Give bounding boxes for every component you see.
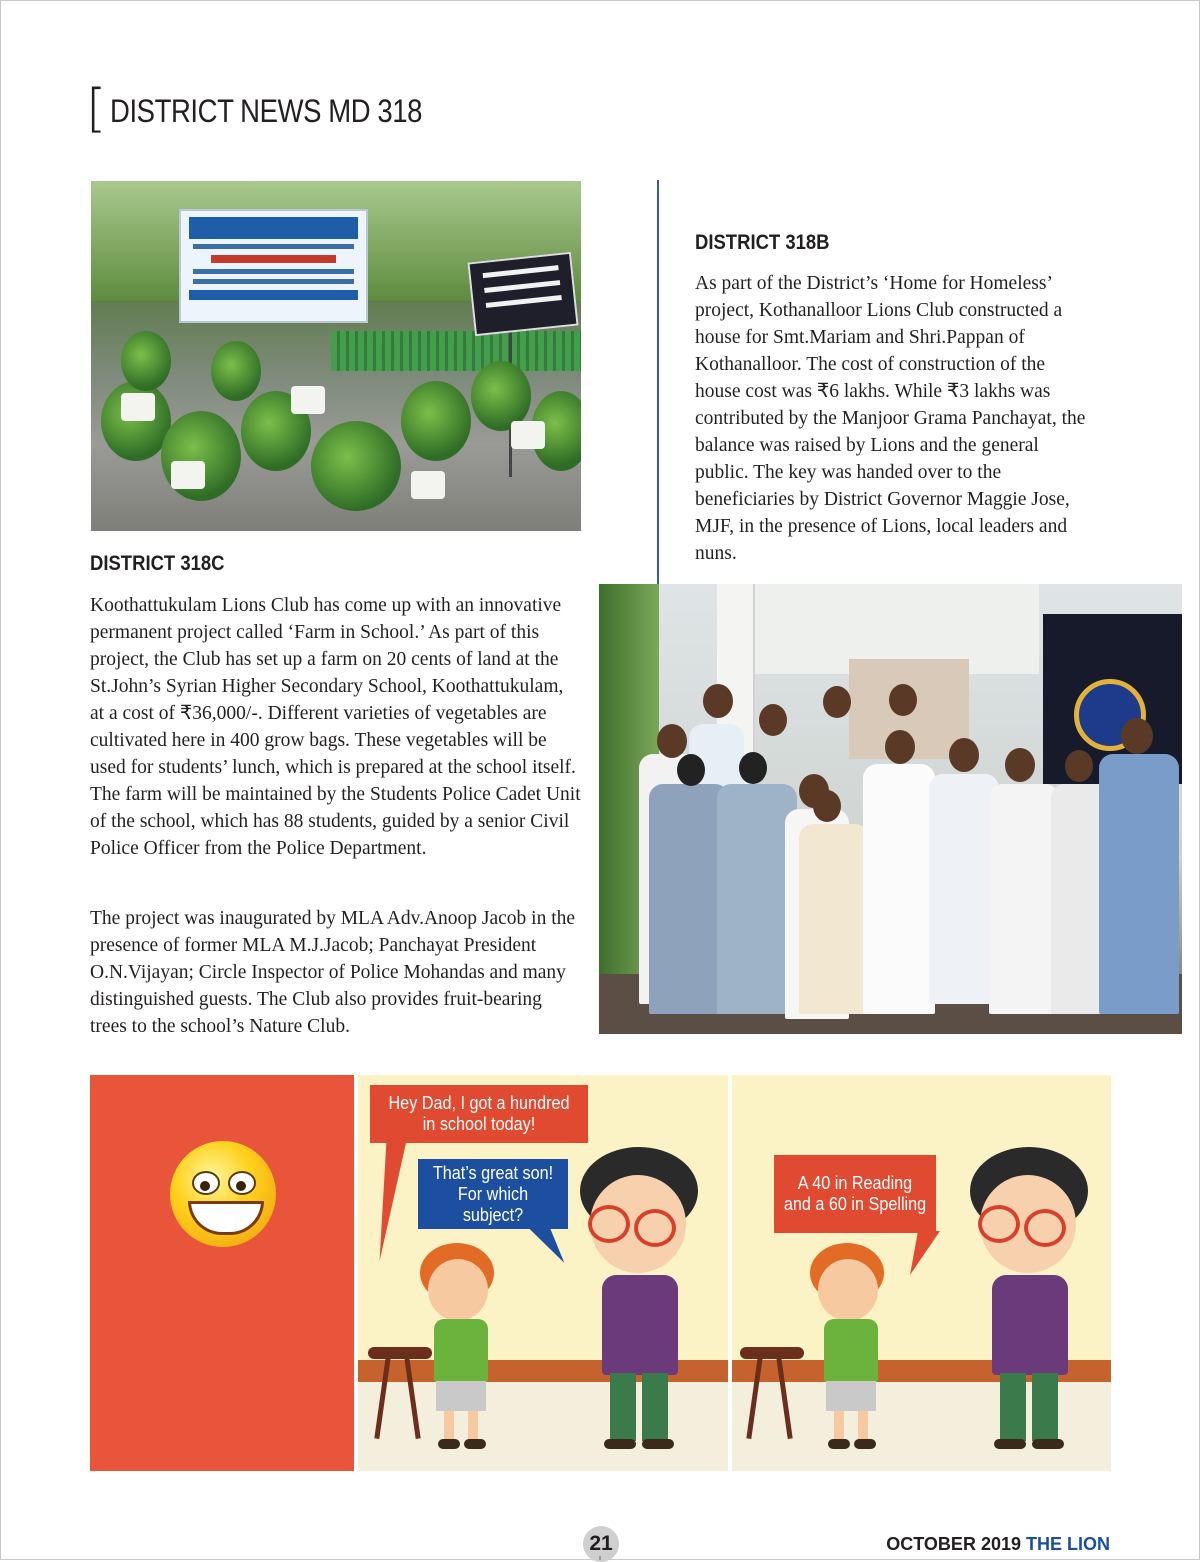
footer-magazine: THE LION <box>1026 1534 1110 1554</box>
cartoon-title-panel <box>90 1075 354 1471</box>
head <box>703 684 733 718</box>
section-header <box>86 79 473 139</box>
person <box>989 784 1059 1014</box>
shoe <box>464 1439 486 1449</box>
header-bracket: [ <box>86 79 107 139</box>
article-318c-paragraph-1: Koothattukulam Lions Club has come up with an innovative permanent project called ‘Farm in School.’ As part of this project, the Club has set up a farm on 20 cents of land at the St.John’s Syrian Higher Secondary School, Koothattukulam, at a cost of ₹36,000/-. Different varieties of vegetables are cultivated here in 400 grow bags. These vegetables will be used for students’ lunch, which is prepared at the school itself. The farm will be maintained by the Students Police Cadet Unit of the school, which has 88 students, guided by a senior Civil Police Officer from the Police Department. <box>90 595 581 859</box>
dad-pants <box>610 1373 636 1441</box>
grow-bag <box>411 471 445 499</box>
smiley-icon <box>170 1141 276 1247</box>
group-photo <box>599 584 1182 1034</box>
grow-bag <box>291 386 325 414</box>
kid-shorts <box>436 1381 486 1411</box>
person-priest <box>863 764 935 1014</box>
kid-shirt <box>824 1319 878 1383</box>
head <box>1121 718 1153 754</box>
dad-glasses <box>1024 1209 1066 1247</box>
shoe <box>828 1439 850 1449</box>
speech-bubble-kid <box>774 1155 936 1233</box>
kid-shorts <box>826 1381 876 1411</box>
kid-leg <box>468 1411 478 1441</box>
kid-shirt <box>434 1319 488 1383</box>
head <box>759 704 787 736</box>
cartoon-panel-1 <box>358 1075 728 1471</box>
speech-text-kid: A 40 in Reading and a 60 in Spelling <box>783 1173 927 1214</box>
smiley-eye <box>228 1171 256 1195</box>
shoe <box>604 1439 636 1449</box>
person <box>1099 754 1179 1014</box>
farm-photo-banner <box>179 209 368 323</box>
kid-leg <box>858 1411 868 1441</box>
dad-shirt <box>992 1275 1068 1375</box>
plant <box>401 381 471 461</box>
farm-photo-sign <box>467 252 578 336</box>
head <box>813 790 841 822</box>
article-318c-paragraph-2: The project was inaugurated by MLA Adv.Anoop Jacob in the presence of former MLA M.J.Jacob; Panchayat President O.N.Vijayan; Circle Inspector of Police Mohandas and many distinguished guests. The Club also provides fruit-bearing trees to the school’s Nature Club. <box>90 908 576 1037</box>
dad-glasses <box>588 1205 630 1243</box>
stool <box>368 1347 432 1359</box>
farm-photo-green-net <box>331 331 581 371</box>
dad-pants <box>1032 1373 1058 1441</box>
grow-bag <box>171 461 205 489</box>
head <box>677 754 705 786</box>
smiley-eye <box>192 1171 220 1195</box>
head <box>657 724 687 758</box>
dad-pants <box>642 1373 668 1441</box>
plant <box>121 331 171 391</box>
cartoon-strip <box>90 1075 1111 1471</box>
shoe <box>994 1439 1026 1449</box>
person <box>799 824 869 1014</box>
page-number: 21 <box>583 1526 619 1562</box>
cartoon-panel-2 <box>732 1075 1111 1471</box>
speech-bubble-kid <box>370 1085 588 1143</box>
speech-bubble-tail <box>902 1231 940 1275</box>
kid-leg <box>834 1411 844 1441</box>
dad-glasses <box>978 1205 1020 1243</box>
footer-issue <box>886 1534 1110 1555</box>
plant <box>211 341 261 401</box>
grow-bag <box>121 393 155 421</box>
kid-face <box>428 1259 488 1321</box>
footer-date: OCTOBER 2019 <box>886 1534 1021 1554</box>
smiley-mouth <box>188 1201 264 1235</box>
head <box>823 686 851 718</box>
speech-bubble-tail <box>370 1141 407 1261</box>
dad-glasses <box>634 1209 676 1247</box>
head <box>1005 748 1035 782</box>
kid-face <box>818 1259 878 1321</box>
column-divider <box>657 180 659 590</box>
dad-pants <box>1000 1373 1026 1441</box>
speech-bubble-dad <box>418 1159 568 1229</box>
heading-318b: DISTRICT 318B <box>695 231 830 254</box>
kid-leg <box>444 1411 454 1441</box>
shoe <box>1032 1439 1064 1449</box>
head <box>949 738 979 772</box>
shoe <box>642 1439 674 1449</box>
shoe <box>438 1439 460 1449</box>
head <box>1065 750 1093 782</box>
speech-text-kid: Hey Dad, I got a hundred in school today! <box>388 1093 570 1134</box>
dad-shirt <box>602 1275 678 1375</box>
grow-bag <box>511 421 545 449</box>
head <box>739 752 767 784</box>
speech-bubble-tail <box>528 1227 571 1263</box>
article-318b-paragraph: As part of the District’s ‘Home for Homeless’ project, Kothanalloor Lions Club constructed a house for Smt.Mariam and Shri.Pappan of Kothanalloor. The cost of construction of the house cost was ₹6 lakhs. While ₹3 lakhs was contributed by the Manjoor Grama Panchayat, the balance was raised by Lions and the general public. The key was handed over to the beneficiaries by District Governor Maggie Jose, MJF, in the presence of Lions, local leaders and nuns. <box>695 273 1086 564</box>
head <box>885 730 915 764</box>
farm-photo <box>91 181 581 531</box>
page-number-stem <box>599 1556 601 1560</box>
head <box>889 684 917 716</box>
stool <box>740 1347 804 1359</box>
heading-318c: DISTRICT 318C <box>90 552 225 575</box>
plant <box>311 421 401 511</box>
speech-text-dad: That’s great son! For which subject? <box>432 1162 554 1225</box>
shoe <box>854 1439 876 1449</box>
section-title: DISTRICT NEWS MD 318 <box>110 92 423 129</box>
